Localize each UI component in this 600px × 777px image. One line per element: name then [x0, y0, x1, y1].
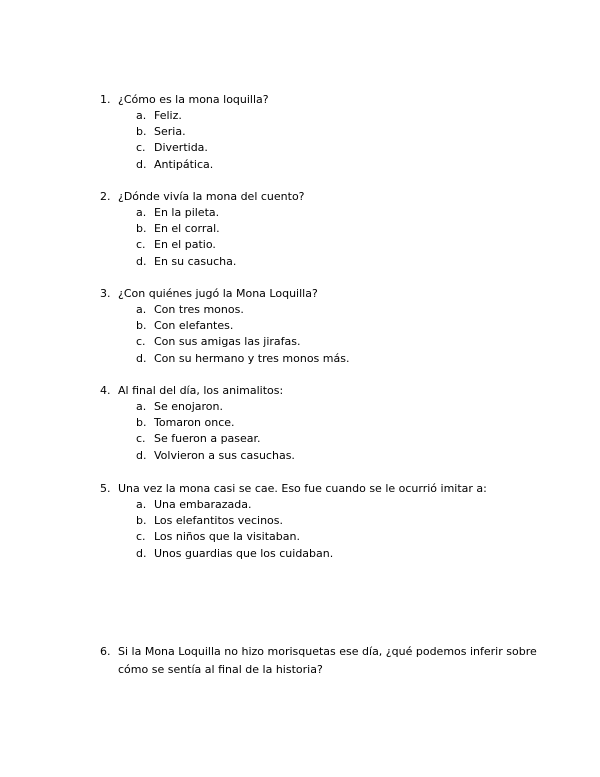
- option-letter: b.: [136, 416, 147, 430]
- option-letter: c.: [136, 141, 146, 155]
- option-letter: d.: [136, 351, 147, 365]
- option-text: Seria.: [154, 125, 186, 139]
- question-5-options: [100, 497, 570, 562]
- option-d: [100, 351, 570, 367]
- option-a: [100, 399, 570, 415]
- option-b: [100, 415, 570, 431]
- option-text: Se fueron a pasear.: [154, 432, 261, 446]
- option-text: Se enojaron.: [154, 400, 223, 413]
- question-3-options: [100, 302, 570, 367]
- option-text: Feliz.: [154, 109, 182, 122]
- question-5: [100, 481, 570, 562]
- option-letter: a.: [136, 303, 147, 316]
- option-a: [100, 497, 570, 513]
- option-c: [100, 237, 570, 253]
- question-text-line-1: Si la Mona Loquilla no hizo morisquetas ese día, ¿qué podemos inferir sobre: [118, 645, 537, 658]
- question-6: [100, 643, 570, 679]
- option-c: [100, 140, 570, 156]
- option-a: [100, 108, 570, 124]
- question-1-options: [100, 108, 570, 173]
- option-d: [100, 254, 570, 270]
- option-text: Divertida.: [154, 141, 208, 155]
- option-letter: d.: [136, 254, 147, 268]
- option-letter: b.: [136, 125, 147, 139]
- option-text: Tomaron once.: [154, 416, 235, 430]
- option-b: [100, 221, 570, 237]
- option-letter: d.: [136, 448, 147, 462]
- question-6-stem: [100, 643, 570, 661]
- option-letter: a.: [136, 109, 147, 122]
- question-text: ¿Dónde vivía la mona del cuento?: [118, 190, 305, 203]
- option-text: Con su hermano y tres monos más.: [154, 351, 350, 365]
- question-6-stem-continued: [100, 661, 570, 679]
- question-text: Una vez la mona casi se cae. Eso fue cuando se le ocurrió imitar a:: [118, 482, 487, 495]
- option-a: [100, 205, 570, 221]
- question-number: 2.: [100, 190, 111, 203]
- question-number: 4.: [100, 384, 111, 397]
- option-letter: c.: [136, 432, 146, 446]
- question-2-stem: [100, 189, 570, 205]
- question-number: 3.: [100, 287, 111, 300]
- option-c: [100, 431, 570, 447]
- question-1-stem: [100, 92, 570, 108]
- option-text: Con tres monos.: [154, 303, 244, 316]
- option-d: [100, 546, 570, 562]
- question-1: [100, 92, 570, 173]
- question-text: ¿Cómo es la mona loquilla?: [118, 93, 269, 106]
- question-2: [100, 189, 570, 270]
- option-text: Unos guardias que los cuidaban.: [154, 546, 334, 560]
- option-text: Una embarazada.: [154, 498, 252, 511]
- question-number: 1.: [100, 93, 111, 106]
- option-c: [100, 529, 570, 545]
- option-text: Antipática.: [154, 157, 214, 171]
- option-letter: a.: [136, 206, 147, 219]
- question-text-line-2: cómo se sentía al final de la historia?: [118, 663, 323, 676]
- option-text: En su casucha.: [154, 254, 237, 268]
- option-letter: c.: [136, 238, 146, 252]
- option-text: En el corral.: [154, 222, 220, 236]
- option-b: [100, 513, 570, 529]
- question-4-stem: [100, 383, 570, 399]
- option-text: Con elefantes.: [154, 319, 234, 333]
- question-3-stem: [100, 286, 570, 302]
- question-text: ¿Con quiénes jugó la Mona Loquilla?: [118, 287, 318, 300]
- question-4-options: [100, 399, 570, 464]
- question-number: 6.: [100, 645, 111, 658]
- question-2-options: [100, 205, 570, 270]
- option-text: Con sus amigas las jirafas.: [154, 335, 301, 349]
- option-letter: d.: [136, 157, 147, 171]
- option-letter: b.: [136, 514, 147, 528]
- option-letter: c.: [136, 335, 146, 349]
- option-letter: b.: [136, 319, 147, 333]
- question-text: Al final del día, los animalitos:: [118, 384, 284, 397]
- option-letter: b.: [136, 222, 147, 236]
- option-text: Volvieron a sus casuchas.: [154, 448, 295, 462]
- option-letter: d.: [136, 546, 147, 560]
- question-4: [100, 383, 570, 464]
- option-text: Los niños que la visitaban.: [154, 530, 300, 544]
- option-d: [100, 448, 570, 464]
- option-text: En la pileta.: [154, 206, 220, 219]
- option-letter: c.: [136, 530, 146, 544]
- question-number: 5.: [100, 482, 111, 495]
- option-b: [100, 318, 570, 334]
- option-d: [100, 157, 570, 173]
- option-letter: a.: [136, 400, 147, 413]
- question-3: [100, 286, 570, 367]
- option-text: Los elefantitos vecinos.: [154, 514, 284, 528]
- option-text: En el patio.: [154, 238, 216, 252]
- option-a: [100, 302, 570, 318]
- option-letter: a.: [136, 498, 147, 511]
- option-b: [100, 124, 570, 140]
- option-c: [100, 334, 570, 350]
- question-5-stem: [100, 481, 570, 497]
